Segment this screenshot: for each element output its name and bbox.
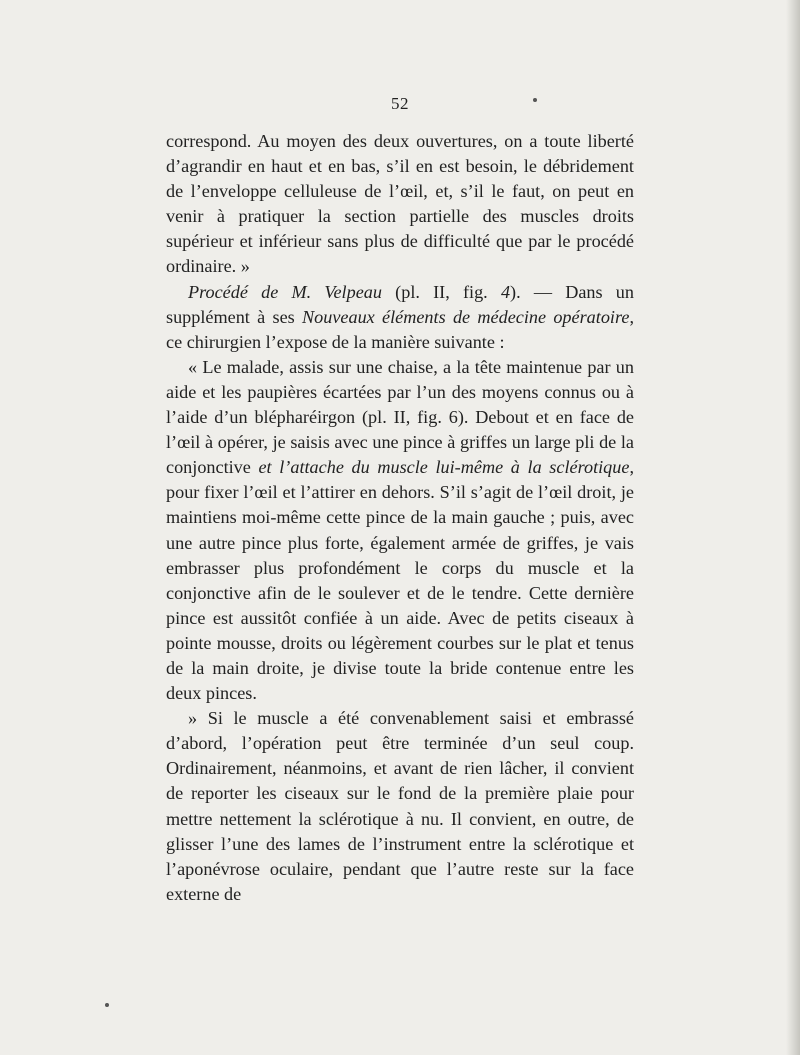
text-segment: , pour fixer l’œil et l’attirer en dehors. S’il s’agit de l’œil droit, je maintiens moi-même cette pince de la main gauche ; puis, avec une autre pince plus forte, également armée de griffes, je vais embrasser plus profondément le corps du muscle et la conjonctive afin de le soulever et de le tendre. Cette dernière pince est aussitôt confiée à un aide. Avec de petits ciseaux à pointe mousse, droits ou légèrement courbes sur le plat et tenus de la main droite, je divise toute la bride contenue entre les deux pinces.	[166, 457, 634, 704]
italic-text-segment: 4	[500, 281, 511, 302]
paragraph	[166, 355, 634, 706]
italic-text-segment: Procédé de M. Velpeau	[188, 281, 382, 302]
paragraph	[166, 280, 634, 355]
paragraph	[166, 129, 634, 280]
page-edge-shadow	[786, 0, 800, 1055]
page-number: 52	[391, 94, 409, 113]
italic-text-segment: Nouveaux éléments de médecine opératoire	[302, 306, 630, 327]
text-segment: correspond. Au moyen des deux ouvertures, on a toute liberté d’agrandir en haut et en bas, s’il en est besoin, le débridement de l’enveloppe celluleuse de l’œil, et, s’il le faut, on peut en venir à pratiquer la section partielle des muscles droits supérieur et inférieur sans plus de difficulté que par le procédé ordinaire. »	[166, 131, 634, 277]
italic-text-segment: et l’attache du muscle lui-même à la sclérotique	[258, 457, 630, 478]
ink-speck	[105, 1003, 109, 1007]
paragraph	[166, 706, 634, 907]
text-segment: « Le malade, assis sur une chaise, a la tête maintenue par un aide et les paupières écartées par l’un des moyens connus ou à l’aide d’un blépharéirgon (pl. II, fig. 6). Debout et en face de l’œil à opérer, je saisis avec une pince à griffes un large pli de la conjonctive	[166, 356, 634, 478]
text-segment: , ce chirurgien l’expose de la manière suivante :	[166, 306, 634, 352]
text-segment: ). — Dans un supplément à ses	[166, 281, 634, 327]
text-segment: (pl. II, fig.	[381, 281, 501, 302]
text-segment: » Si le muscle a été convenablement saisi et embrassé d’abord, l’opération peut être terminée d’un seul coup. Ordinairement, néanmoins, et avant de rien lâcher, il convient de reporter les ciseaux sur le fond de la première plaie pour mettre nettement la sclérotique à nu. Il convient, en outre, de glisser l’une des lames de l’instrument entre la sclérotique et l’aponévrose oculaire, pendant que l’autre reste sur la face externe de	[166, 708, 634, 904]
body-text	[166, 129, 634, 907]
